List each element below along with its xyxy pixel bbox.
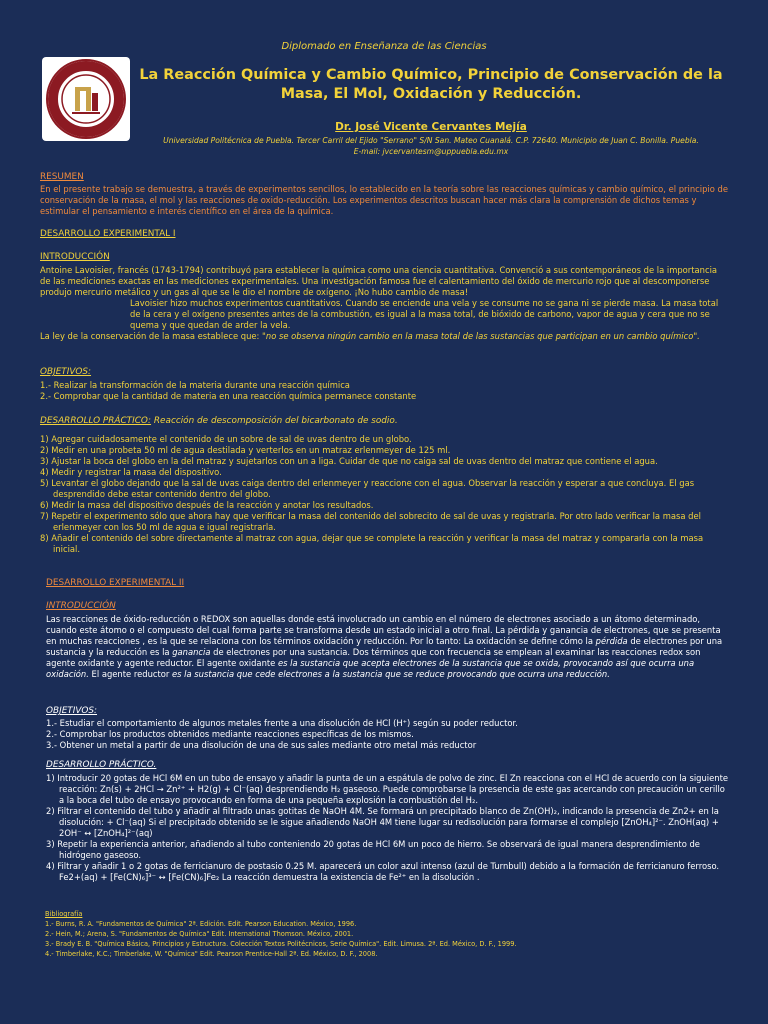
law-quote: "no se observa ningún cambio en la masa total de las sustancias que participan en un cambio químico". [262,331,700,341]
intro-text: Las reacciones de óxido-reducción o REDOX son aquellas donde está involucrado un cambio en el número de electrones asociado a un átomo determinado, cuando este átomo o el compuesto del cual forma parte se transforma desde un estado inicial a otro final. La pérdida y ganancia de electrones, que se presenta en muchas reacciones , es la que se relaciona con los términos oxidación y reducción. Por lo tanto: La oxidación se define cómo la [46,614,721,646]
university-seal-icon [42,57,130,141]
practice-subtitle: Reacción de descomposición del bicarbonato de sodio. [151,416,398,426]
step-item: 4) Filtrar y añadir 1 o 2 gotas de ferricianuro de postasio 0.25 M. aparecerá un color azul intenso (azul de Turnbull) debido a la formación de ferricianuro ferroso. Fe2+(aq) + [Fe(CN)₆]³⁻ ↔ [Fe(CN)₆]Fe₂ La reacción demuestra la existencia de Fe²⁺ en la disolución . [46,861,720,882]
objective-item: 1.- Estudiar el comportamiento de algunos metales frente a una disolución de HCl (H⁺) según su poder reductor. [46,718,518,728]
step-item: 2) Medir en una probeta 50 ml de agua destilada y verterlos en un matraz erlenmeyer de 125 ml. [40,445,451,455]
intro-text: El agente reductor [88,669,172,679]
author-email[interactable]: E-mail: jvcervantesm@uppuebla.edu.mx [353,147,509,156]
step-item: 1) Introducir 20 gotas de HCl 6M en un tubo de ensayo y añadir la punta de un a espátula de polvo de zinc. El Zn reacciona con el HCl de acuerdo con la siguiente reacción: Zn(s) + 2HCl → Zn²⁺ + H2(g) + Cl⁻(aq) desprendiendo H₂ gaseoso. Puede comprobarse la presencia de este gas acercando con precaución un cerillo a la boca del tubo de ensayo provocando en forma de una pequeña explosión la combustión del H₂. [46,773,729,805]
exp2-heading: DESARROLLO EXPERIMENTAL II [46,578,185,588]
exp2-intro-heading: INTRODUCCIÓN [46,601,116,611]
exp2-intro [46,614,730,680]
exp2-steps [46,773,730,883]
step-item: 3) Repetir la experiencia anterior, añadiendo al tubo conteniendo 20 gotas de HCl 6M un poco de hierro. Se observará de igual manera desprendimiento de hidrógeno gaseoso. [46,839,700,860]
step-item: 3) Ajustar la boca del globo en la del matraz y sujetarlos con un a liga. Cuidar de que no caiga sal de uvas dentro del matraz que contiene el agua. [40,456,658,466]
resumen-heading: RESUMEN [40,172,84,182]
diploma-header: Diplomado en Enseñanza de las Ciencias [281,41,487,52]
step-item: 7) Repetir el experimento sólo que ahora hay que verificar la masa del contenido del sobrecito de sal de uvas y registrarla. Por otro lado verificar la masa del erlenmeyer con los 50 ml de agua e igual registrarla. [40,511,701,532]
exp2-practice-heading: DESARROLLO PRÁCTICO. [46,760,157,770]
intro-emph: ganancia [172,647,211,657]
intro-text: de electrones por una sustancia y la reducción es la [46,636,723,657]
objective-item: 1.- Realizar la transformación de la materia durante una reacción química [40,380,350,390]
bibliography-item: 4.- Timberlake, K.C.; Timberlake, W. "Química" Edit. Pearson Prentice-Hall 2ª. Ed. México, D. F., 2008. [45,950,378,958]
step-item: 4) Medir y registrar la masa del dispositivo. [40,467,222,477]
practice-heading-text: DESARROLLO PRÁCTICO: [40,416,152,426]
law-text: La ley de la conservación de la masa establece que: [40,331,263,341]
exp2-objectives [46,718,730,751]
objective-item: 3.- Obtener un metal a partir de una disolución de una de sus sales mediante otro metal más reductor [46,740,477,750]
resumen-text: En el presente trabajo se demuestra, a través de experimentos sencillos, lo establecido en la teoría sobre las reacciones químicas y cambio químico, el principio de conservación de la masa, el mol y las reacciones de oxido-reducción. Los experimentos descritos buscan hacer más clara la comprensión de dichos temas y estimular el pensamiento e interés científico en el área de la química. [40,184,728,216]
bibliography-item: 2.- Hein, M.; Arena, S. "Fundamentos de Química" Edit. International Thomson. México, 2001. [45,930,354,938]
step-item: 5) Levantar el globo dejando que la sal de uvas caiga dentro del erlenmeyer y reaccione con el agua. Observar la reacción y esperar a que concluya. El gas desprendido debe estar contenido dentro del globo. [40,478,695,499]
exp1-intro-p3 [40,331,730,342]
bibliography-item: 1.- Burns, R. A. "Fundamentos de Química" 2ª. Edición. Edit. Pearson Education. México, 1996. [45,920,357,928]
affiliation-address: Universidad Politécnica de Puebla. Tercer Carril del Ejido "Serrano" S/N San. Mateo Cuanalá. C.P. 72640. Municipio de Juan C. Bonilla. Puebla. [163,136,699,145]
objective-item: 2.- Comprobar que la cantidad de materia en una reacción química permanece constante [40,391,417,401]
bibliography-heading: Bibliografía [45,910,83,918]
intro-emph: es la sustancia que acepta electrones de la sustancia que se oxida, provocando así que ocurra una oxidación. [46,658,695,679]
step-item: 8) Añadir el contenido del sobre directamente al matraz con agua, dejar que se complete la reacción y verificar la masa del matraz y compararla con la masa inicial. [40,533,704,554]
exp1-intro-p2: Lavoisier hizo muchos experimentos cuantitativos. Cuando se enciende una vela y se consume no se gana ni se pierde masa. La masa total de la cera y el oxígeno presentes antes de la combustión, es igual a la masa total, de bióxido de carbono, vapor de agua y cera que no se quema y que quedan de arder la vela. [130,298,719,330]
exp1-intro [40,265,730,342]
bibliography [45,909,725,959]
step-item: 1) Agregar cuidadosamente el contenido de un sobre de sal de uvas dentro de un globo. [40,434,412,444]
intro-emph: es la sustancia que cede electrones a la sustancia que se reduce provocando que ocurra una reducción. [172,669,610,679]
exp1-steps [40,434,730,555]
exp1-intro-heading: INTRODUCCIÓN [40,252,110,262]
poster-title: La Reacción Química y Cambio Químico, Principio de Conservación de la Masa, El Mol, Oxidación y Reducción. [139,67,723,102]
intro-text: de electrones por una sustancia. Dos términos que con frecuencia se emplean al examinar las reacciones redox son agente oxidante y agente reductor. El agente oxidante [46,647,701,668]
exp1-practice-heading [40,416,398,426]
exp1-intro-p1: Antoine Lavoisier, francés (1743-1794) contribuyó para establecer la química como una ciencia cuantitativa. Convenció a sus contemporáneos de la importancia de las mediciones exactas en las mediciones experimentales. Una investigación famosa fue el calentamiento del óxido de mercurio rojo que al descomponerse produjo mercurio metálico y un gas al que se le dio el nombre de oxígeno. ¡No hubo cambio de masa! [40,265,718,297]
author-name: Dr. José Vicente Cervantes Mejía [335,121,527,133]
intro-emph: pérdida [595,636,628,646]
objective-item: 2.- Comprobar los productos obtenidos mediante reacciones específicas de los mismos. [46,729,414,739]
exp1-heading: DESARROLLO EXPERIMENTAL I [40,229,176,239]
exp1-objectives [40,380,730,402]
step-item: 6) Medir la masa del dispositivo después de la reacción y anotar los resultados. [40,500,374,510]
step-item: 2) Filtrar el contenido del tubo y añadir al filtrado unas gotitas de NaOH 4M. Se formará un precipitado blanco de Zn(OH)₂, indicando la presencia de Zn2+ en la disolución: + Cl⁻(aq) Si el precipitado obtenido se le sigue añadiendo NaOH 4M tiene lugar su redisolución para formarse el complejo [ZnOH₄]²⁻. ZnOH(aq) + 2OH⁻ ↔ [ZnOH₄]²⁻(aq) [46,806,719,838]
university-logo [42,57,130,141]
bibliography-item: 3.- Brady E. B. "Química Básica, Principios y Estructura. Colección Textos Politécnicos, Serie Química". Edit. Limusa. 2ª. Ed. México, D. F., 1999. [45,940,517,948]
exp1-objectives-heading: OBJETIVOS: [40,367,92,377]
exp2-objectives-heading: OBJETIVOS: [46,706,98,716]
affiliation [136,135,726,157]
